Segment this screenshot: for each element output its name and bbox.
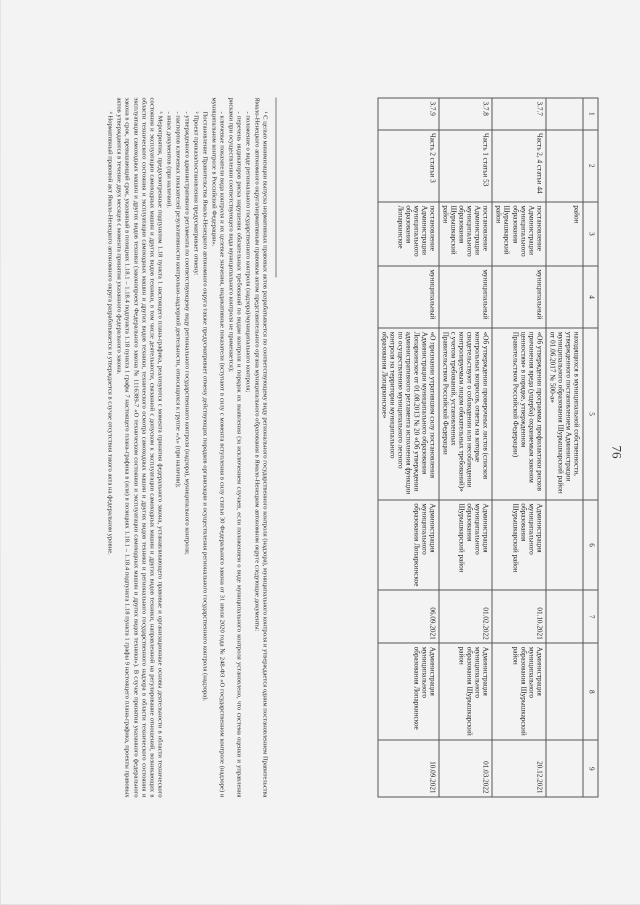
table-row <box>492 98 545 797</box>
table-row <box>546 98 583 797</box>
col-header-5: 5 <box>583 328 598 500</box>
cell-level: муниципальный <box>439 266 492 328</box>
footnote-paragraph: - ключевые показатели вида контроля и их целевые значения, индикативные показатели (вступают в силу с момента вступления в силу статьи 30 Федерального закона от 31 июля 2020 года № 248-ФЗ «О государственном контроле (надзоре) и муниципальном контроле в Российской Федерации». <box>210 97 226 798</box>
footnote-paragraph: ³ Мероприятия, предусмотренные подпунктом 1.18 пункта 1 настоящего плана-графика, реализуются с момента принятия федерального закона, устанавливающего правовые и организационные основы деятельности в области технического состояния и эксплуатации самоходных машин и других видов техники, в том числе деятельности, связанной с допуском к эксплуатации самоходных машин и других видов техники, направленной на регулирование отношений, возникающих в области технического состояния и эксплуатации самоходных машин и других видов техники, технического осмотра самоходных машин и других видов техники и регионального государственного надзора в области технического состояния и эксплуатации самоходных машин и других видов техники (законопроект Федерального закона № 1116389-7 «О техническом состоянии и эксплуатации самоходных машин и других видов техники»). В случае принятия указанного федерального закона в срок, превышающий срок, указанный в позициях 1.18.1 – 1.18.4 подпункта 1.18 пункта 1 графы 7 настоящего плана-графика в (или) в позициях 1.18.1 – 1.18.4 подпункта 1.18 пункта 1 графы 9 настоящего плана-графика, проекты правовых актов утверждаются в течение двух месяцев с момента принятия указанного федерального закона. <box>115 97 164 798</box>
footnote-paragraph: - паспортов ключевых показателей результативности контрольно-надзорной деятельности, относящихся к группе «А» (при наличии); <box>174 111 182 488</box>
cell-approver: Администрация муниципального образования Шурышкарский район <box>492 643 545 740</box>
cell-approver: Администрация муниципального образования Шурышкарский район <box>439 643 492 740</box>
footnote-paragraph: ² Проект приказа/постановления предусматривает отмену: <box>192 111 200 276</box>
page-number: 76 <box>609 445 625 459</box>
cell-act-title: «Об утверждении проверочных листов (списков контрольных вопросов, ответы на которые свидетельствуют о соблюдении или несоблюдении контролируемым лицом обязательных требований)» с учетом требований, установленных Правительством Российской Федерации <box>439 328 492 500</box>
cell-item-number: 3.7.9 <box>378 98 439 130</box>
cell-legal-basis: Часть 2 статьи 3 <box>378 130 439 202</box>
col-header-7: 7 <box>583 590 598 643</box>
cell-act-type: район <box>546 202 583 266</box>
cell-draft-date <box>546 590 583 643</box>
cell-developer: Администрация муниципального образования Шурышкарский район <box>492 500 545 590</box>
cell-level: муниципальный <box>378 266 439 328</box>
cell-act-type: постановление Администрации муниципального образования Шурышкарский район <box>492 202 545 266</box>
footnote-paragraph: - утвержденного административного регламента по соответствующему виду регионального государственного контроля (надзора), муниципального контроля; <box>183 111 191 555</box>
cell-approval-date <box>546 740 583 797</box>
cell-legal-basis: Часть 2, 4 статьи 44 <box>492 130 545 202</box>
col-header-6: 6 <box>583 500 598 590</box>
cell-approval-date: 01.03.2022 <box>439 740 492 797</box>
cell-item-number <box>546 98 583 130</box>
footnote-paragraph: ¹ С целью минимизации выпуска нормативных правовых актов разрабатывается по соответствующему виду регионального государственного контроля (надзора), муниципального контроля и утверждается одним постановлением Правительства Ямало-Ненецкого автономного округа/нормативным правовым актом представительного органа муниципального образования в Ямало-Ненецком автономном округе следующие документы: <box>253 97 269 798</box>
cell-act-type: постановление Администрации муниципального образования Лопаркинское <box>378 202 439 266</box>
cell-draft-date: 06.09.2021 <box>378 590 439 643</box>
footnote-separator <box>276 98 277 278</box>
cell-item-number: 3.7.7 <box>492 98 545 130</box>
cell-level: муниципальный <box>492 266 545 328</box>
cell-developer: Администрация муниципального образования Шурышкарский район <box>439 500 492 590</box>
cell-approver <box>546 643 583 740</box>
cell-item-number: 3.7.8 <box>439 98 492 130</box>
footnote-paragraph: - перечень индикаторов риска нарушения обязательных требований по видам контроля и порядок их выявления (за исключением случаев, если положением о виде муниципального контроля установлено, что система оценки и управления рисками при осуществлении соответствующего вида муниципального контроля не применяется); <box>227 97 243 798</box>
table-header-row <box>583 98 598 797</box>
document-page <box>1 0 640 905</box>
col-header-8: 8 <box>583 643 598 740</box>
cell-approval-date: 20.12.2021 <box>492 740 545 797</box>
cell-legal-basis: Часть 1 статьи 53 <box>439 130 492 202</box>
col-header-9: 9 <box>583 740 598 797</box>
cell-approver: Администрация муниципального образования Лопаркинское <box>378 643 439 740</box>
cell-draft-date: 01.02.2022 <box>439 590 492 643</box>
plan-table <box>377 98 598 798</box>
cell-act-type: постановление Администрации муниципального образования Шурышкарский район <box>439 202 492 266</box>
cell-level <box>546 266 583 328</box>
footnotes-block <box>105 98 269 798</box>
footnote-paragraph: ⁴ Нормативный правовой акт Ямало-Ненецкого автономного округа разрабатывается и утверждается в случае отсутствия такого акта на федеральном уровне. <box>106 111 114 555</box>
cell-developer <box>546 500 583 590</box>
col-header-3: 3 <box>583 202 598 266</box>
footnote-paragraph: - положение о виде регионального государственного контроля (надзора)/муниципального контроля; <box>244 111 252 393</box>
cell-act-title: «О признании утратившим силу постановления Администрации муниципального образования Лопаркинское от 01.08.2013 № 20 «Об утверждении административного регламента исполнения функции по осуществлению муниципального лесного контроля на территории муниципального образования Лопаркинское» <box>378 328 439 500</box>
cell-approval-date: 10.09.2021 <box>378 740 439 797</box>
table-row <box>439 98 492 797</box>
cell-developer: Администрация муниципального образования Лопаркинское <box>378 500 439 590</box>
cell-draft-date: 01.10.2021 <box>492 590 545 643</box>
col-header-1: 1 <box>583 98 598 130</box>
footnote-paragraph: Постановление Правительства Ямало-Ненецкого автономного округа также предусматривает отмену действующих порядков организации и осуществления регионального государственного контроля (надзора). <box>201 111 209 702</box>
footnote-paragraph: - иных документов (при наличии). <box>165 111 173 208</box>
cell-legal-basis <box>546 130 583 202</box>
cell-act-title: находящихся в муниципальной собственности, утвержденного постановлением Администрации муниципального образования Шурышкарский район от 01.06.2017 № 500-а» <box>546 328 583 500</box>
col-header-4: 4 <box>583 266 598 328</box>
col-header-2: 2 <box>583 130 598 202</box>
cell-act-title: «Об утверждении программы профилактики рисков причинения вреда (ущерба) охраняемым законом ценностям» в порядке, утвержденном Правительством Российской Федерации) <box>492 328 545 500</box>
table-row <box>378 98 439 797</box>
